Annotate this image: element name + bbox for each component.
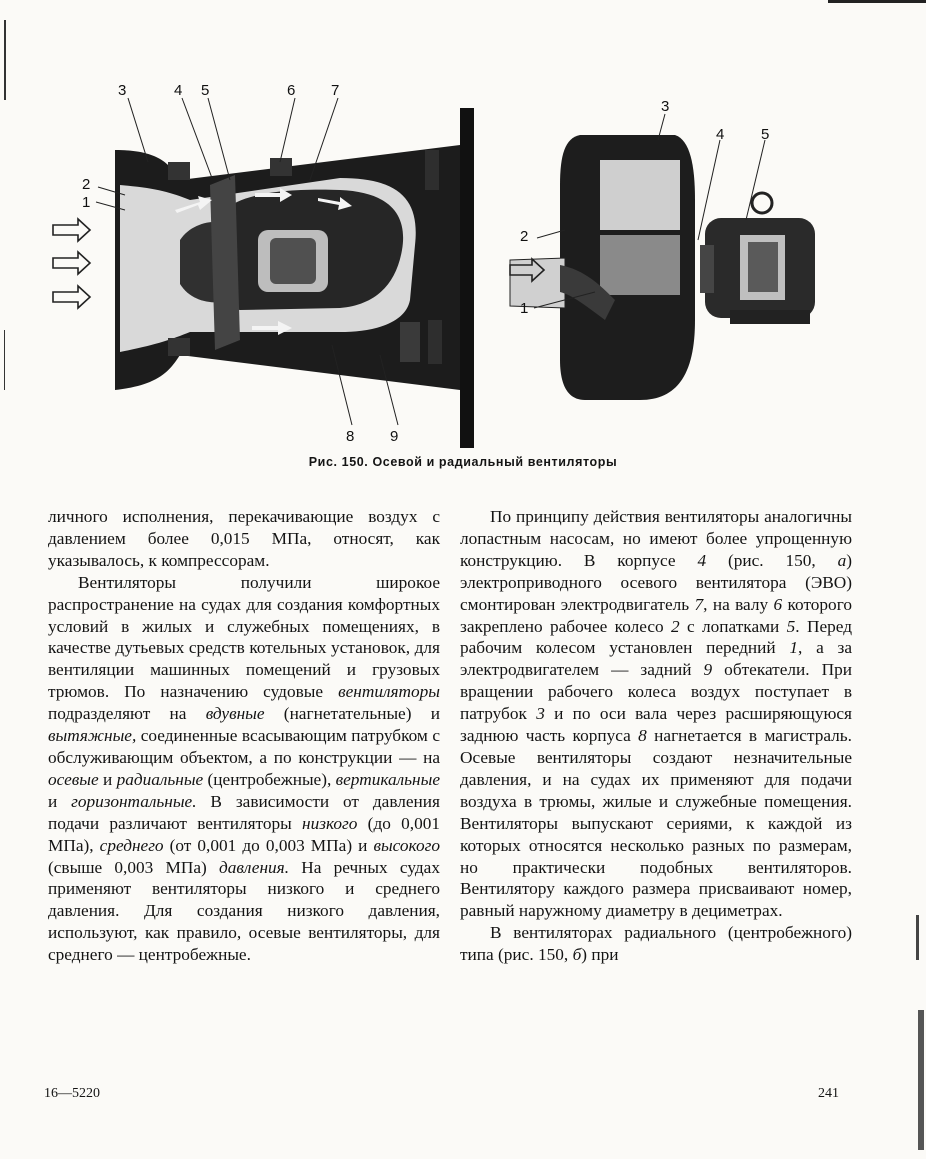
figure-caption: Рис. 150. Осевой и радиальный вентиляторы <box>308 455 618 469</box>
text-run: (рис. 150, <box>706 550 838 570</box>
scan-edge-mark <box>4 330 5 390</box>
callout-label: 5 <box>761 126 770 143</box>
signature-mark: 16—5220 <box>44 1086 100 1101</box>
text-run: (нагнетательные) и <box>264 704 440 724</box>
italic-term: вентиляторы <box>338 682 440 702</box>
callout-label: 8 <box>346 428 355 445</box>
paragraph <box>460 506 852 922</box>
callout-label: 1 <box>82 194 91 211</box>
callout-label: 4 <box>716 126 725 143</box>
text-run: подразделяют на <box>48 704 206 724</box>
italic-term: среднего <box>99 835 164 855</box>
italic-ref: 7 <box>694 594 704 614</box>
text-run: (от 0,001 до 0,003 МПа) и <box>163 835 374 855</box>
italic-ref: 1 <box>789 638 799 658</box>
paragraph <box>48 572 440 966</box>
page-number: 241 <box>818 1086 839 1101</box>
text-run: На речных судах применяют вентиляторы низкого и среднего давления. Для создания низкого давления, используют, как правило, осевые вентиляторы, для среднего — центробежные. <box>48 857 440 965</box>
text-run: с лопатками <box>679 616 787 636</box>
text-run: личного исполнения, перекачивающие воздух с давлением более 0,015 МПа, относят, как указывалось, к компрессорам. <box>48 507 440 570</box>
text-run: В зависимости от давления подачи различают вентиляторы <box>48 791 440 833</box>
paragraph <box>48 506 440 572</box>
right-text-column <box>460 506 852 966</box>
text-run: соединенные всасывающим патрубком с обслуживающим объектом, а по конструкции — на <box>48 726 440 767</box>
text-run: ) при <box>581 945 619 965</box>
callout-label: 6 <box>287 82 296 99</box>
italic-ref: б <box>572 945 582 965</box>
text-run: ) электроприводного осевого вентилятора (ЭВО) смонтирован электродвигатель <box>460 550 853 614</box>
fan-figure <box>40 70 870 480</box>
text-run: (центробежные), <box>203 769 336 789</box>
callout-label: 4 <box>174 82 183 99</box>
text-run: Вентиляторы получили широкое распространение на судах для создания комфортных условий в жилых и служебных помещениях, в качестве дутьевых средств котельных установок, для вентиляции машинных помещений и грузовых трюмов. По назначению судовые <box>48 572 440 702</box>
italic-term: высокого <box>373 835 440 855</box>
italic-term: вытяжные, <box>48 726 137 746</box>
callout-label: 3 <box>118 82 127 99</box>
italic-ref: 9 <box>703 660 713 680</box>
paragraph <box>460 922 852 966</box>
radial-fan-illustration <box>510 114 815 400</box>
italic-term: вдувные <box>205 704 265 724</box>
left-text-column <box>48 506 440 966</box>
italic-ref: 2 <box>671 616 680 636</box>
italic-ref: 6 <box>773 594 783 614</box>
italic-term: вертикальные <box>335 769 440 789</box>
callout-label: 3 <box>661 98 670 115</box>
italic-ref: 4 <box>697 550 707 570</box>
text-run: нагнетается в магистраль. Осевые вентиляторы создают незначительные давления, и на судах их применяют для подачи воздуха в трюмы, жилые и служебные помещения. Вентиляторы выпускают сериями, к каждой из которых относятся несколько разных по размерам, но практически подобных вентиляторов. Вентилятору каждого размера присваивают номер, равный наружному диаметру в дециметрах. <box>460 726 852 921</box>
text-run: и по оси вала через расширяющуюся заднюю часть корпуса <box>460 704 852 746</box>
text-run: которого закреплено рабочее колесо <box>460 594 852 636</box>
text-run: В вентиляторах радиального (центробежного) типа (рис. 150, <box>460 923 852 965</box>
callout-label: 5 <box>201 82 210 99</box>
scan-edge-mark <box>4 20 6 100</box>
text-run: По принципу действия вентиляторы аналогичны лопастным насосам, но имеют более упрощенную конструкцию. В корпусе <box>460 507 852 570</box>
italic-ref: а <box>837 550 847 570</box>
fan-illustrations <box>40 70 870 480</box>
callout-label: 2 <box>82 176 91 193</box>
callout-label: 7 <box>331 82 340 99</box>
callout-label: 1 <box>520 300 529 317</box>
callout-label: 2 <box>520 228 529 245</box>
axial-fan-illustration <box>53 98 474 448</box>
text-run: и <box>98 769 117 789</box>
text-run: (до 0,001 МПа), <box>48 813 441 855</box>
italic-term: давления. <box>218 857 290 877</box>
italic-term: радиальные <box>116 769 204 789</box>
callout-label: 9 <box>390 428 399 445</box>
italic-term: низкого <box>302 813 358 833</box>
text-run: . Перед рабочим колесом установлен передний <box>460 616 852 658</box>
text-run: обтекатели. При вращении рабочего колеса воздух поступает в патрубок <box>460 660 853 724</box>
italic-term: горизонтальные. <box>71 791 197 811</box>
text-run: и <box>48 791 72 811</box>
text-run: , на валу <box>703 594 774 614</box>
scan-edge-mark <box>918 1010 924 1150</box>
text-run: , а за электродвигателем — задний <box>460 638 852 680</box>
italic-ref: 8 <box>638 726 647 746</box>
text-run: (свыше 0,003 МПа) <box>48 857 219 877</box>
italic-term: осевые <box>48 769 99 789</box>
top-edge-rule <box>828 0 926 3</box>
scan-edge-mark <box>916 915 919 960</box>
italic-ref: 5 <box>786 616 796 636</box>
italic-ref: 3 <box>536 704 545 724</box>
